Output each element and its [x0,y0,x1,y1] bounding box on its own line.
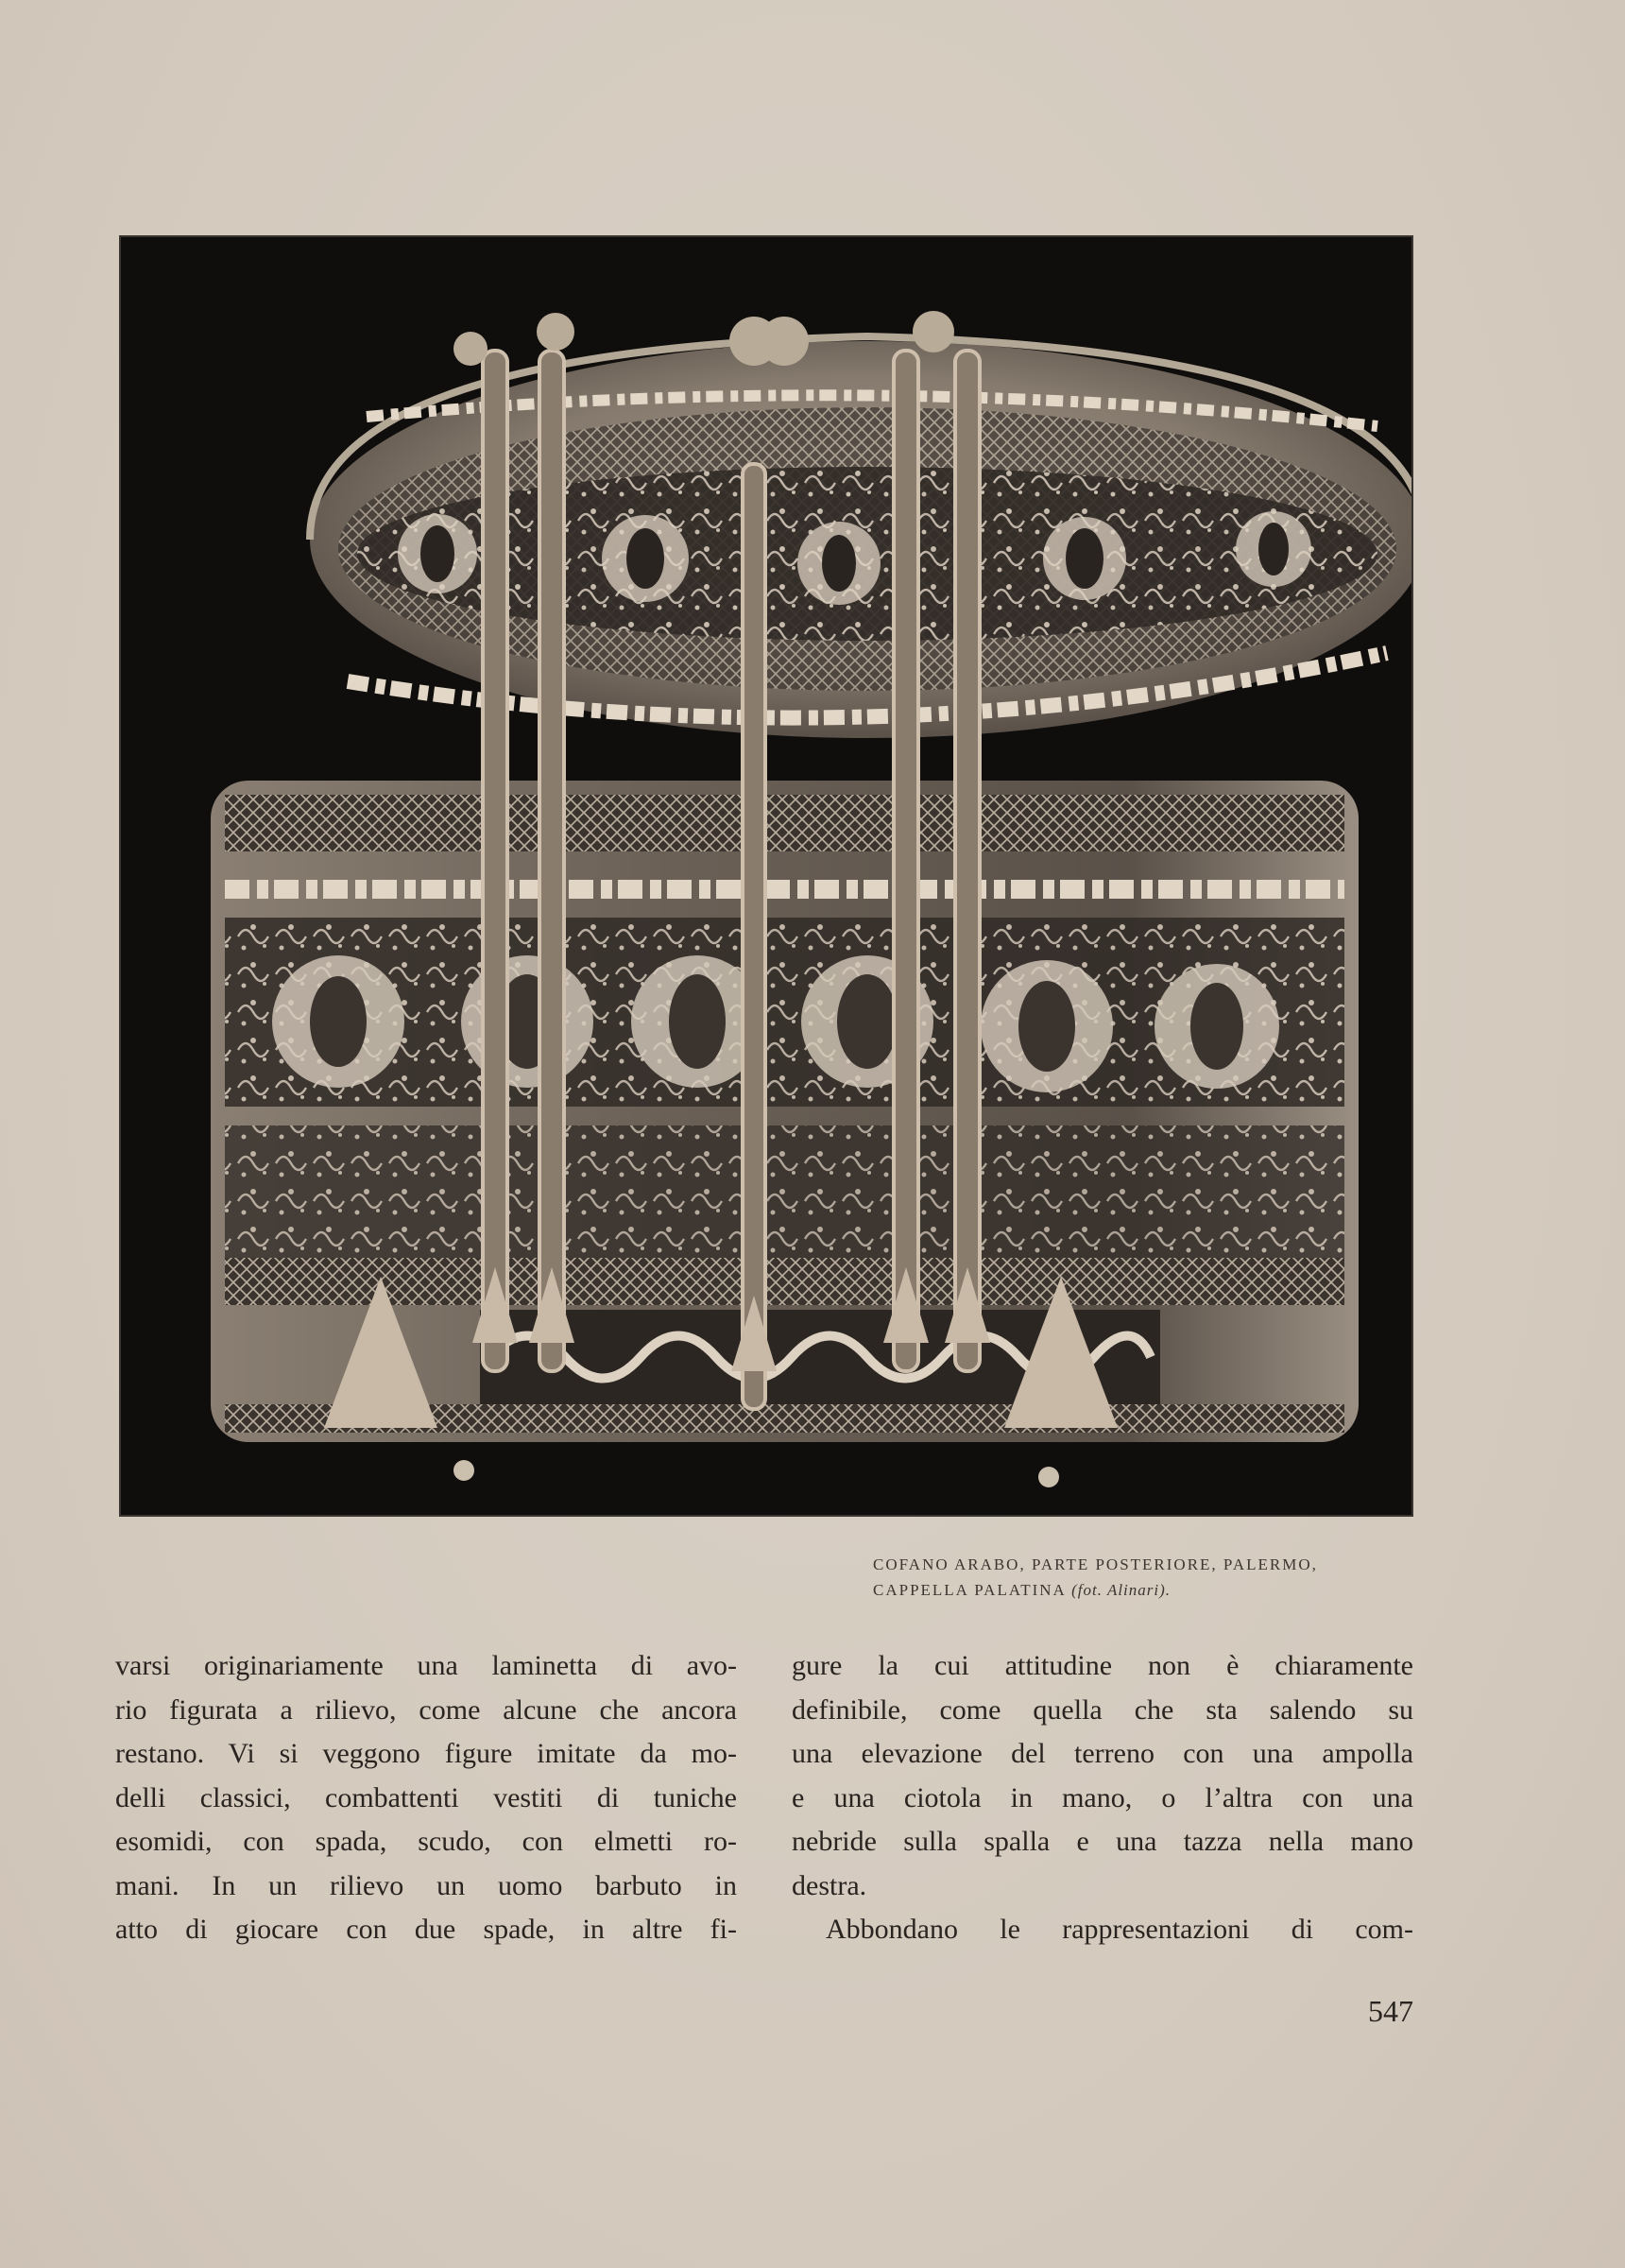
photo-plate [119,235,1413,1517]
figure-caption [873,1552,1383,1603]
caption-line-1: COFANO ARABO, PARTE POSTERIORE, PALERMO, [873,1555,1318,1573]
paragraph-line: atto di giocare con due spade, in altre fi- [115,1914,737,1945]
caption-credit: (fot. Alinari). [1071,1581,1172,1599]
paragraph-line: una elevazione del terreno con una ampolla [792,1738,1413,1769]
paragraph-line: rio figurata a rilievo, come alcune che ancora [115,1693,737,1726]
paragraph-line: e una ciotola in mano, o l’altra con una [792,1781,1413,1813]
casket-photo-icon [121,237,1411,1515]
paragraph-line: gure la cui attitudine non è chiaramente [792,1650,1413,1681]
paragraph-line: destra. [792,1869,867,1901]
caption-line-2: CAPPELLA PALATINA [873,1581,1066,1599]
paragraph-line: varsi originariamente una laminetta di avo- [115,1650,737,1681]
page-number: 547 [1368,1994,1413,2028]
paragraph-line: restano. Vi si veggono figure imitate da mo- [115,1738,737,1769]
paragraph-line: definibile, come quella che sta salendo su [792,1693,1413,1726]
paragraph-line: delli classici, combattenti vestiti di tuniche [115,1781,737,1813]
paragraph-line: esomidi, con spada, scudo, con elmetti ro- [115,1826,737,1857]
paragraph-line: mani. In un rilievo un uomo barbuto in [115,1869,737,1901]
paragraph-line: nebride sulla spalla e una tazza nella mano [792,1826,1413,1857]
paragraph-line: Abbondano le rappresentazioni di com- [826,1914,1413,1945]
text-column-right [792,1644,1413,1952]
text-column-left [115,1644,737,1952]
